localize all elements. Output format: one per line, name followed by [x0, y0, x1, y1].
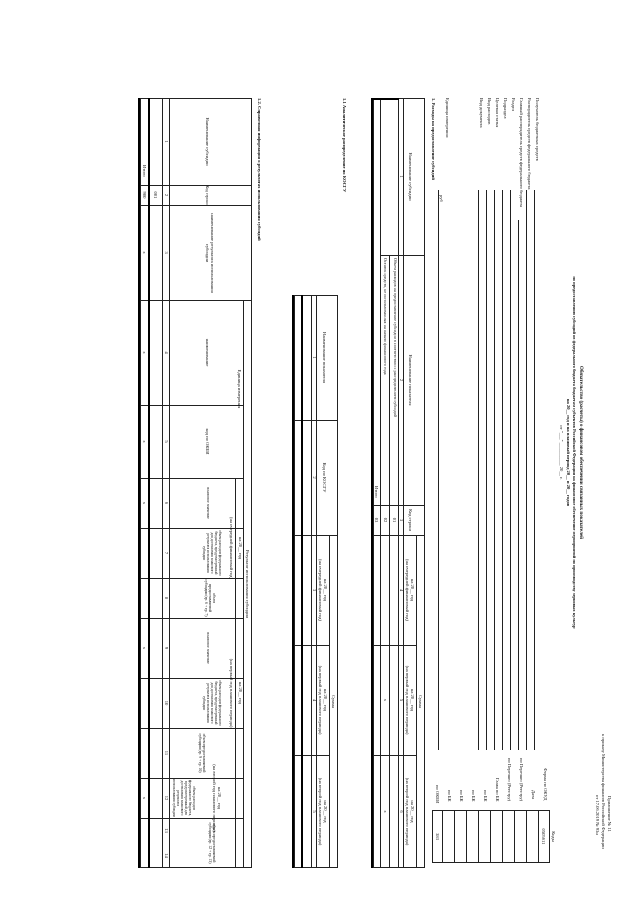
- codes-header: Коды: [551, 831, 556, 842]
- total-code: 03: [374, 517, 379, 523]
- field-underline: [502, 190, 503, 750]
- col-header: на 20__ год: [323, 578, 328, 602]
- col-header: (на очередной финансовый год): [405, 558, 410, 622]
- total-label: Итого: [374, 486, 379, 498]
- section11-title: 1.1 Аналитическое распределение по КОСГУ: [342, 98, 347, 193]
- col-header: (на первый год планового периода): [229, 658, 234, 728]
- col-number: 8: [164, 596, 169, 600]
- codes-row-line: [514, 810, 515, 863]
- section12-title: 1.2. Справочная информация о результатах использования субсидий: [257, 98, 262, 241]
- total-label: Итого: [142, 165, 147, 177]
- col-header: объем расходов федерального бюджета, предусмотренный для достижения планового результата использования субсидии: [202, 530, 222, 576]
- col-header: Единица измерения: [237, 369, 242, 409]
- col-header: на 20__ год: [323, 800, 328, 823]
- col-number: 2: [399, 378, 404, 382]
- codes-value: 0505611: [541, 828, 546, 845]
- codes-label: по БК: [447, 790, 452, 802]
- field-label: Подраздел: [503, 98, 508, 119]
- field-label: Вид документа: [479, 98, 484, 128]
- cell-x: x: [142, 440, 147, 443]
- field-underline: [478, 190, 479, 750]
- table-row-line: [138, 98, 140, 868]
- document-title: Обязательство (расчеты) о финансовом обеспечении связанных показателей: [578, 365, 583, 540]
- codes-row-line: [454, 810, 455, 863]
- codes-label: Дата: [531, 790, 536, 800]
- codes-row-line: [526, 810, 527, 863]
- field-label: Вид расходов: [487, 98, 492, 125]
- cell-x: x: [383, 698, 388, 702]
- field-underline: [486, 190, 487, 750]
- col-number: 5: [312, 810, 317, 813]
- col-header: код по ОКЕИ: [205, 428, 210, 455]
- cell-x: x: [142, 501, 147, 505]
- field-underline: [494, 190, 495, 750]
- col-header: плановое значение: [206, 632, 211, 664]
- table-col-line: [140, 405, 244, 406]
- total-code: 900: [142, 191, 147, 199]
- col-number: 14: [164, 853, 169, 858]
- row-label: Объем расходов на предоставление субсидии в соответствии с распределением субсидий: [393, 258, 398, 418]
- col-number: 6: [164, 501, 169, 505]
- field-label: Целевая статья: [495, 98, 500, 128]
- field-label: Раздел: [511, 98, 516, 111]
- codes-row-line: [538, 810, 539, 863]
- row-code: 02: [383, 517, 388, 523]
- col-header: объем предоставляемой субсидии (гр. 12 + гр. 13): [207, 822, 216, 864]
- section1-title: 1. Расходы на предоставление субсидий: [431, 98, 436, 180]
- field-label: Получатель бюджетных средств: [535, 98, 540, 161]
- document-period: на 20__ год и на плановый период 20__ и 20__ годов: [566, 398, 571, 507]
- col-header: Наименование показателя: [408, 354, 413, 406]
- col-header: (на первый год планового периода): [318, 665, 323, 735]
- table-row-line: [371, 98, 373, 868]
- appendix-line-3: от 17.06.2019 № 93н: [595, 795, 600, 835]
- table-row-line: [389, 255, 390, 868]
- col-header: объем расходов федерального бюджета, предусмотренный для достижения планового результата использования субсидии: [202, 680, 222, 726]
- field-label: Главный распорядитель средств федерального бюджета: [519, 98, 524, 208]
- field-underline: [534, 190, 535, 750]
- cell-x: x: [383, 810, 388, 813]
- col-number: 13: [164, 828, 169, 833]
- codes-label: Глава по БК: [495, 778, 500, 802]
- col-header: Сумма: [331, 694, 336, 708]
- codes-row-line: [502, 810, 503, 863]
- col-number: 11: [164, 750, 169, 756]
- col-header: на 20__ год: [410, 578, 415, 602]
- col-number: 3: [312, 588, 317, 592]
- col-header: (на первый год планового периода): [405, 665, 410, 735]
- col-header: на 20__ год: [410, 688, 415, 712]
- col-header: Код по КОСГУ: [322, 462, 327, 493]
- row-label: Остаток средств, не использованных на начало финансового года: [383, 258, 388, 375]
- col-number: 4: [312, 698, 317, 702]
- col-header: плановое значение: [206, 487, 211, 519]
- appendix-line-2: к приказу Министерства финансов Российской Федерации: [601, 734, 606, 849]
- codes-row-line: [442, 810, 443, 863]
- codes-label: по ОКЕИ: [435, 785, 440, 804]
- table-row-line: [169, 98, 170, 868]
- document-date: от "___" __________ 20__ г.: [559, 425, 564, 480]
- col-header: наименование результата использования субсидии: [204, 213, 215, 293]
- row-code: 001: [153, 191, 158, 199]
- col-header: на 20__ год: [238, 536, 243, 560]
- table-col-line: [373, 98, 399, 100]
- field-underline: [510, 190, 511, 750]
- document-subtitle: по предоставлению субсидий из федерального бюджета бюджетам субъектов Российской Федерации на финансовое обеспечение мероприятий по производству зерновых культур: [572, 276, 577, 629]
- col-header: объем расходов федерального бюджета, предусмотренный для достижения планового результата использования субсидии: [172, 779, 196, 817]
- col-header: Код строки: [408, 509, 413, 531]
- col-number: 5: [164, 440, 169, 443]
- col-header: (на очередной финансовый год): [229, 516, 234, 580]
- col-number: 4: [399, 588, 404, 592]
- table-row-line: [301, 295, 303, 868]
- col-number: 4: [164, 351, 169, 354]
- col-number: 7: [164, 551, 169, 555]
- col-header: объем предоставляемой субсидии (гр. 9 + гр. 10): [197, 733, 206, 773]
- cell-x: x: [142, 646, 147, 650]
- col-number: 1: [399, 175, 404, 178]
- field-underline: [438, 190, 439, 750]
- col-header: Наименование субсидии: [205, 117, 210, 166]
- row-code: 01: [392, 517, 397, 523]
- col-header: на 20__ год: [323, 688, 328, 712]
- field-underline: [526, 190, 527, 750]
- col-header: (на второй год планового периода): [318, 777, 323, 846]
- codes-row-line: [466, 810, 467, 863]
- col-header: на 20__ год: [217, 786, 222, 810]
- cell-x: x: [142, 251, 147, 254]
- cell-x: x: [142, 796, 147, 800]
- col-header: на 20__ год: [238, 681, 243, 705]
- col-number: 5: [399, 698, 404, 702]
- col-header: (на второй год планового периода): [405, 777, 410, 846]
- codes-label: по БК: [483, 790, 488, 802]
- col-header: Сумма: [418, 694, 423, 708]
- col-header: наименование: [205, 338, 210, 367]
- codes-label: по Перечню (Реестру): [507, 758, 512, 802]
- col-number: 10: [164, 700, 169, 706]
- col-number: 2: [312, 476, 317, 479]
- codes-label: по БК: [471, 790, 476, 802]
- unit-value: руб: [439, 195, 444, 202]
- field-underline: [518, 220, 519, 750]
- col-number: 9: [164, 646, 169, 650]
- table-col-line: [140, 818, 244, 819]
- unit-label: Единица измерения:: [445, 98, 450, 138]
- field-label: Распорядитель средств федерального бюджета: [527, 98, 532, 190]
- table-col-line: [140, 300, 252, 301]
- codes-label: Форма по ОКУД: [543, 768, 548, 801]
- codes-label: по БК: [459, 790, 464, 802]
- table-row-line: [148, 98, 150, 868]
- col-number: 3: [399, 518, 404, 522]
- col-header: Наименование субсидии: [408, 152, 413, 201]
- table-row-line: [380, 98, 381, 868]
- appendix-line-1: Приложение № 11: [607, 796, 612, 832]
- cell-x: x: [142, 351, 147, 354]
- col-header: Код строки: [205, 185, 210, 205]
- codes-value: 383: [435, 833, 440, 840]
- table-row-line: [235, 478, 236, 868]
- col-number: 3: [164, 251, 169, 254]
- col-number: 6: [399, 810, 404, 813]
- col-header: объем предоставляемой субсидии (гр. 6 + гр. 7): [203, 579, 216, 617]
- col-header: (на очередной финансовый год): [318, 558, 323, 622]
- col-header: (на второй год планового периода): [212, 764, 217, 832]
- col-number: 1: [312, 356, 317, 359]
- col-header: Результат использования субсидии: [245, 549, 250, 619]
- col-header: Наименование показателя: [322, 332, 327, 383]
- col-number: 2: [164, 193, 169, 197]
- col-header: на 20__ год: [410, 800, 415, 823]
- codes-table: [432, 810, 550, 863]
- col-number: 12: [164, 795, 169, 801]
- codes-row-line: [478, 810, 479, 863]
- codes-row-line: [490, 810, 491, 863]
- col-number: 1: [164, 140, 169, 143]
- table-col-line: [140, 205, 252, 206]
- codes-label: по Перечню (Реестру): [519, 758, 524, 802]
- table-row-line: [292, 295, 294, 868]
